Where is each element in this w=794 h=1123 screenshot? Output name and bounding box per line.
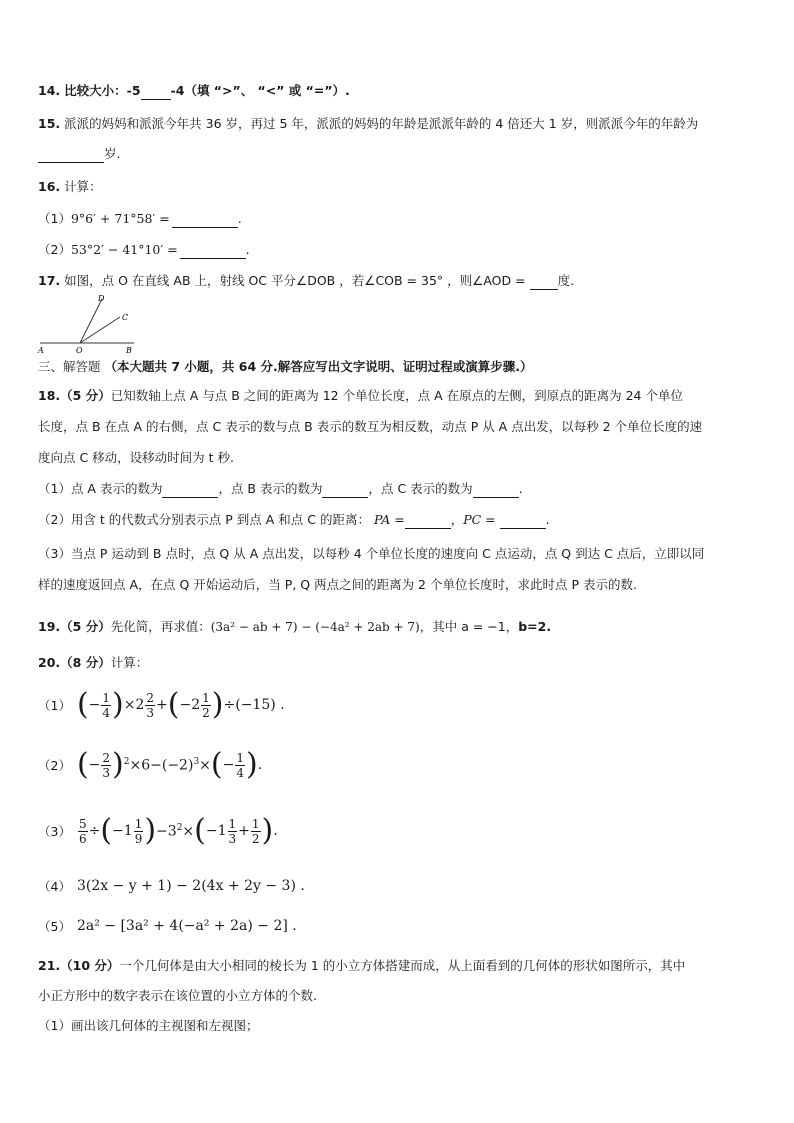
part-label: （2） [38, 758, 71, 773]
label-b: B [126, 346, 132, 355]
condition-text: ，其中 a = −1， [419, 619, 519, 634]
q20-part3: （3） $\frac{5}{6}$ ÷ ( −1 $\frac{1}{9}$ ) $-3^2\times$ ( −1 $\frac{1}{3}$ + $\frac{1}{2}$ ) . [38, 813, 278, 848]
question-number: 20. [38, 655, 61, 670]
question-text-line1: 派派的妈妈和派派今年共 36 岁，再过 5 年，派派的妈妈的年龄是派派年龄的 4 倍还大 1 岁，则派派今年的年龄为 [64, 116, 699, 131]
question-17 [38, 272, 764, 290]
question-number: 21. [38, 958, 61, 973]
question-18-part1 [38, 480, 764, 498]
question-number: 17. [38, 273, 61, 288]
question-text: 先化简，再求值： [110, 619, 211, 634]
question-18-part3-line2 [38, 576, 764, 594]
section-note: （本大题共 7 小题，共 64 分.解答应写出文字说明、证明过程或演算步骤.） [104, 359, 533, 374]
fill-instruction: （填 “>”、 “<” 或 “=”）. [184, 83, 350, 98]
math-expression: 3(2x − y + 1) − 2(4x + 2y − 3) . [76, 878, 305, 894]
question-15-line2 [38, 145, 764, 163]
part-label: （4） [38, 879, 71, 894]
question-text: 一个几何体是由大小相同的棱长为 1 的小立方体搭建而成，从上面看到的几何体的形状如图所示，其中 [119, 958, 686, 973]
question-text: 长度，点 B 在点 A 的右侧，点 C 表示的数与点 B 表示的数互为相反数，动点 P 从 A 点出发，以每秒 2 个单位长度的速 [38, 419, 703, 434]
question-18-part3-line1 [38, 545, 764, 563]
question-18-part2 [38, 511, 764, 529]
score: （5 分） [60, 619, 111, 634]
answer-blank [38, 149, 104, 163]
condition-b: b=2. [518, 619, 552, 634]
question-18-line3 [38, 449, 764, 467]
answer-blank [172, 214, 238, 228]
question-number: 14. [38, 83, 61, 98]
part-text: （1）点 A 表示的数为 [38, 481, 163, 496]
label-d: D [98, 295, 105, 303]
separator: ， [450, 512, 464, 527]
answer-blank [530, 276, 558, 290]
part-text: ，点 C 表示的数为 [368, 481, 473, 496]
compare-left: -5 [126, 83, 141, 98]
angle-figure [36, 295, 146, 355]
compare-right: -4 [170, 83, 185, 98]
q20-part2: （2） ( − $\frac{2}{3}$ ) $^2\times 6-(-2)^3\times$ ( − $\frac{1}{4}$ ) . [38, 747, 263, 782]
question-title: 计算： [64, 179, 102, 194]
question-18-line1 [38, 387, 764, 405]
question-15 [38, 115, 764, 133]
question-21-line2 [38, 987, 764, 1005]
period: . [237, 211, 242, 226]
question-number: 19. [38, 619, 61, 634]
section-title: 三、解答题 [38, 359, 101, 374]
part-text: （3）当点 P 运动到 B 点时，点 Q 从 A 点出发，以每秒 4 个单位长度的速度向 C 点运动，点 Q 到达 C 点后，立即以同 [38, 546, 705, 561]
math-pc: PC = [463, 512, 496, 527]
q20-part1: （1） ( − $\frac{1}{4}$ ) ×2 $\frac{2}{3}$ + ( −2 $\frac{1}{2}$ ) ÷(−15) . [38, 687, 285, 722]
score: （10 分） [60, 958, 120, 973]
score: （8 分） [60, 655, 111, 670]
question-14 [38, 82, 764, 100]
question-number: 18. [38, 388, 61, 403]
question-16-part1 [38, 210, 764, 228]
label-o: O [76, 346, 83, 355]
math-expression: 53°2′ − 41°10′ = [70, 242, 178, 257]
answer-blank [180, 245, 246, 259]
period: . [518, 481, 523, 496]
part-label: （2） [38, 242, 71, 257]
answer-blank [162, 484, 218, 498]
question-text: 已知数轴上点 A 与点 B 之间的距离为 12 个单位长度，点 A 在原点的左侧，到原点的距离为 24 个单位 [110, 388, 683, 403]
question-text: 比较大小： [64, 83, 127, 98]
answer-blank [322, 484, 368, 498]
math-expression: 2a² − [3a² + 4(−a² + 2a) − 2] . [76, 918, 297, 934]
period: . [245, 242, 250, 257]
question-21-line1 [38, 957, 764, 975]
question-number: 15. [38, 116, 61, 131]
question-number: 16. [38, 179, 61, 194]
question-16 [38, 178, 764, 196]
section-three-header [38, 358, 764, 376]
question-16-part2 [38, 241, 764, 259]
answer-blank [500, 515, 546, 529]
question-18-line2 [38, 418, 764, 436]
q20-part4 [38, 877, 305, 895]
math-expression: 9°6′ + 71°58′ = [70, 211, 170, 226]
part-label: （3） [38, 824, 71, 839]
label-c: C [122, 313, 129, 322]
part-text: 样的速度返回点 A，在点 Q 开始运动后，当 P, Q 两点之间的距离为 2 个单位长度时，求此时点 P 表示的数. [38, 577, 637, 592]
question-19 [38, 618, 764, 636]
unit-text: 度. [557, 273, 575, 288]
question-text: 度向点 C 移动，设移动时间为 t 秒. [38, 450, 234, 465]
part-label: （5） [38, 919, 71, 934]
question-21-part1 [38, 1017, 764, 1035]
question-text: 如图，点 O 在直线 AB 上，射线 OC 平分∠DOB ，若∠COB = 35° ，则∠AOD = [64, 273, 530, 288]
period: . [545, 512, 550, 527]
part-text: （2）用含 t 的代数式分别表示点 P 到点 A 和点 C 的距离： [38, 512, 370, 527]
part-label: （1） [38, 698, 71, 713]
score: （5 分） [60, 388, 111, 403]
question-20 [38, 654, 764, 672]
answer-blank [141, 86, 171, 100]
answer-blank [473, 484, 519, 498]
math-expression: (3a² − ab + 7) − (−4a² + 2ab + 7) [210, 620, 420, 634]
math-pa: PA = [373, 512, 405, 527]
part-text: （1）画出该几何体的主视图和左视图； [38, 1018, 259, 1033]
answer-blank [405, 515, 451, 529]
part-text: ，点 B 表示的数为 [218, 481, 323, 496]
unit-text: 岁. [104, 146, 121, 161]
question-text: 小正方形中的数字表示在该位置的小立方体的个数. [38, 988, 317, 1003]
q20-part5 [38, 917, 297, 935]
part-label: （1） [38, 211, 71, 226]
label-a: A [38, 346, 44, 355]
question-title: 计算： [110, 655, 149, 670]
